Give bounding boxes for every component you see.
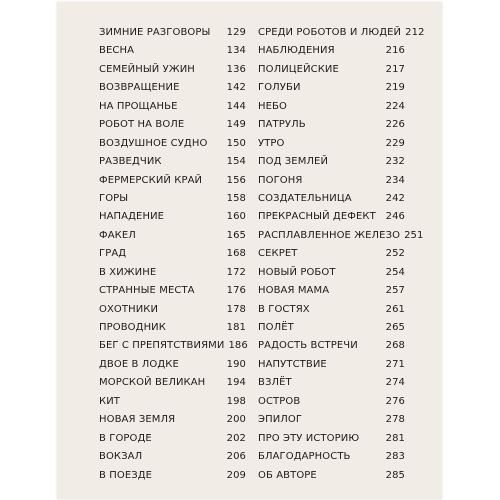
- toc-entry: [258, 156, 405, 174]
- toc-entry-page-number: 212: [405, 27, 425, 38]
- toc-entry: [99, 211, 246, 229]
- toc-entry-page-number: 142: [226, 82, 246, 94]
- toc-column-left: [99, 27, 246, 488]
- toc-entry: [258, 175, 405, 193]
- toc-entry-page-number: 156: [226, 174, 246, 186]
- toc-entry-page-number: 283: [385, 451, 405, 463]
- toc-entry-page-number: 198: [226, 395, 246, 407]
- toc-entry-title: ОХОТНИКИ: [99, 303, 159, 315]
- toc-entry-title: ПОЛИЦЕЙСКИЕ: [258, 63, 339, 75]
- toc-entry: [99, 64, 246, 82]
- toc-entry: [99, 156, 246, 174]
- toc-entry: [258, 119, 405, 137]
- toc-entry-title: ВОКЗАЛ: [99, 451, 143, 463]
- toc-entry-page-number: 246: [385, 211, 405, 223]
- toc-entry-page-number: 232: [385, 156, 405, 168]
- toc-entry-title: ПОЛЁТ: [258, 322, 294, 333]
- toc-entry-title: ПРОВОДНИК: [99, 322, 166, 333]
- toc-entry: [258, 267, 405, 285]
- toc-entry-title: ДВОЕ В ЛОДКЕ: [99, 358, 179, 370]
- toc-entry: [99, 175, 246, 193]
- toc-entry-page-number: 276: [385, 395, 405, 407]
- toc-entry: [99, 248, 246, 266]
- toc-entry: [258, 377, 405, 395]
- toc-entry-page-number: 257: [385, 285, 405, 297]
- toc-entry-title: ГРАД: [99, 248, 127, 260]
- toc-entry-title: ПАТРУЛЬ: [258, 119, 306, 131]
- toc-entry-page-number: 226: [385, 119, 405, 131]
- toc-entry-page-number: 144: [226, 100, 246, 112]
- toc-entry: [99, 45, 246, 63]
- toc-entry: [99, 267, 246, 285]
- toc-entry: [99, 138, 246, 156]
- toc-entry-title: БЛАГОДАРНОСТЬ: [258, 451, 351, 463]
- toc-entry-title: РАЗВЕДЧИК: [99, 156, 162, 168]
- toc-entry-title: СОЗДАТЕЛЬНИЦА: [258, 192, 352, 204]
- toc-entry: [258, 304, 405, 322]
- toc-entry-page-number: 216: [385, 45, 405, 57]
- toc-entry: [258, 138, 405, 156]
- toc-entry: [258, 27, 425, 45]
- toc-entry: [99, 82, 246, 100]
- toc-entry-page-number: 268: [385, 340, 405, 352]
- toc-entry: [99, 359, 246, 377]
- toc-entry-page-number: 217: [385, 63, 405, 75]
- toc-entry: [258, 359, 405, 377]
- toc-entry-page-number: 172: [226, 266, 246, 278]
- toc-entry: [99, 433, 246, 451]
- toc-entry: [99, 101, 246, 119]
- toc-entry-title: НОВАЯ МАМА: [258, 285, 330, 297]
- toc-entry-title: ЗИМНИЕ РАЗГОВОРЫ: [99, 27, 211, 38]
- toc-entry: [258, 433, 405, 451]
- toc-entry-page-number: 129: [226, 27, 246, 38]
- toc-entry-page-number: 234: [385, 174, 405, 186]
- toc-entry-title: ПРО ЭТУ ИСТОРИЮ: [258, 432, 360, 444]
- toc-entry: [258, 322, 405, 340]
- toc-entry: [258, 45, 405, 63]
- toc-entry-title: ГОРЫ: [99, 192, 129, 204]
- toc-entry: [99, 396, 246, 414]
- toc-entry-title: НАПУТСТВИЕ: [258, 358, 327, 370]
- toc-entry: [258, 470, 405, 488]
- toc-entry: [258, 101, 405, 119]
- toc-entry-title: В ПОЕЗДЕ: [99, 469, 153, 481]
- toc-entry-title: В ХИЖИНЕ: [99, 266, 157, 278]
- toc-entry-title: СЕМЕЙНЫЙ УЖИН: [99, 63, 195, 75]
- toc-entry: [99, 304, 246, 322]
- toc-entry: [258, 396, 405, 414]
- toc-entry-page-number: 168: [226, 248, 246, 260]
- toc-entry-title: МОРСКОЙ ВЕЛИКАН: [99, 377, 206, 389]
- toc-entry: [258, 340, 405, 358]
- toc-entry-page-number: 274: [385, 377, 405, 389]
- toc-entry: [99, 193, 246, 211]
- toc-entry-title: ГОЛУБИ: [258, 82, 301, 94]
- toc-entry-title: РАДОСТЬ ВСТРЕЧИ: [258, 340, 358, 352]
- toc-entry-page-number: 194: [226, 377, 246, 389]
- toc-entry-title: КИТ: [99, 395, 120, 407]
- toc-entry-title: В ГОРОДЕ: [99, 432, 152, 444]
- toc-entry-title: НЕБО: [258, 100, 287, 112]
- toc-entry-page-number: 265: [385, 322, 405, 333]
- toc-entry-title: ФЕРМЕРСКИЙ КРАЙ: [99, 174, 203, 186]
- toc-entry-page-number: 261: [385, 303, 405, 315]
- toc-entry: [99, 451, 246, 469]
- toc-column-right: [258, 27, 425, 488]
- toc-entry: [99, 230, 246, 248]
- toc-entry-title: ФАКЕЛ: [99, 229, 136, 241]
- toc-entry-title: ВОЗВРАЩЕНИЕ: [99, 82, 180, 94]
- toc-entry-page-number: 242: [385, 192, 405, 204]
- toc-entry-title: ВЕСНА: [99, 45, 135, 57]
- toc-entry-page-number: 186: [228, 340, 248, 352]
- toc-entry-page-number: 158: [226, 192, 246, 204]
- toc-entry-page-number: 252: [385, 248, 405, 260]
- toc-entry-page-number: 150: [226, 137, 246, 149]
- toc-entry-title: ОБ АВТОРЕ: [258, 469, 317, 481]
- toc-entry-page-number: 285: [385, 469, 405, 481]
- toc-entry-page-number: 181: [226, 322, 246, 333]
- toc-entry: [258, 211, 405, 229]
- toc-entry: [99, 340, 246, 358]
- toc-entry: [258, 248, 405, 266]
- toc-entry-page-number: 190: [226, 358, 246, 370]
- toc-entry-page-number: 271: [385, 358, 405, 370]
- toc-entry-page-number: 229: [385, 137, 405, 149]
- toc-entry-page-number: 154: [226, 156, 246, 168]
- toc-entry-title: ВОЗДУШНОЕ СУДНО: [99, 137, 208, 149]
- toc-entry-title: СРЕДИ РОБОТОВ И ЛЮДЕЙ: [258, 27, 402, 38]
- toc-entry-title: НОВАЯ ЗЕМЛЯ: [99, 414, 176, 426]
- toc-entry: [258, 414, 405, 432]
- toc-entry-title: НА ПРОЩАНЬЕ: [99, 100, 178, 112]
- toc-entry: [99, 377, 246, 395]
- toc-entry-page-number: 224: [385, 100, 405, 112]
- toc-entry-page-number: 160: [226, 211, 246, 223]
- toc-entry-title: УТРО: [258, 137, 285, 149]
- toc-entry-page-number: 136: [226, 63, 246, 75]
- toc-entry: [99, 285, 246, 303]
- toc-entry-title: РАСПЛАВЛЕННОЕ ЖЕЛЕЗО: [258, 229, 401, 241]
- toc-entry: [258, 285, 405, 303]
- toc-entry-title: ЭПИЛОГ: [258, 414, 303, 426]
- toc-entry-title: СТРАННЫЕ МЕСТА: [99, 285, 195, 297]
- toc-entry: [258, 451, 405, 469]
- toc-entry-page-number: 176: [226, 285, 246, 297]
- toc-entry-page-number: 251: [404, 229, 424, 241]
- toc-entry-title: ОСТРОВ: [258, 395, 301, 407]
- toc-entry-page-number: 209: [226, 469, 246, 481]
- toc-entry: [258, 82, 405, 100]
- toc-entry: [99, 27, 246, 45]
- toc-entry-title: БЕГ С ПРЕПЯТСТВИЯМИ: [99, 340, 225, 352]
- toc-entry: [258, 193, 405, 211]
- toc-entry-title: РОБОТ НА ВОЛЕ: [99, 119, 185, 131]
- toc-entry-page-number: 178: [226, 303, 246, 315]
- toc-entry-page-number: 149: [226, 119, 246, 131]
- toc-entry-page-number: 165: [226, 229, 246, 241]
- book-page: [57, 2, 442, 499]
- toc-entry-page-number: 206: [226, 451, 246, 463]
- toc-entry: [99, 119, 246, 137]
- toc-entry-page-number: 134: [226, 45, 246, 57]
- toc-entry-page-number: 219: [385, 82, 405, 94]
- toc-entry-title: НОВЫЙ РОБОТ: [258, 266, 336, 278]
- toc-entry-page-number: 202: [226, 432, 246, 444]
- toc-entry-title: СЕКРЕТ: [258, 248, 298, 260]
- toc-entry-title: НАБЛЮДЕНИЯ: [258, 45, 335, 57]
- toc-entry-title: В ГОСТЯХ: [258, 303, 310, 315]
- toc-entry-title: ПОД ЗЕМЛЕЙ: [258, 156, 329, 168]
- toc-entry: [99, 470, 246, 488]
- toc-entry-title: ПОГОНЯ: [258, 174, 303, 186]
- toc-entry: [99, 414, 246, 432]
- toc-entry-page-number: 278: [385, 414, 405, 426]
- toc-entry: [258, 64, 405, 82]
- toc-entry: [99, 322, 246, 340]
- toc-entry-title: ПРЕКРАСНЫЙ ДЕФЕКТ: [258, 211, 376, 223]
- toc-entry-page-number: 254: [385, 266, 405, 278]
- toc-entry-page-number: 200: [226, 414, 246, 426]
- toc-entry-title: НАПАДЕНИЕ: [99, 211, 165, 223]
- toc-entry-page-number: 281: [385, 432, 405, 444]
- toc-entry-title: ВЗЛЁТ: [258, 377, 292, 389]
- toc-entry: [258, 229, 424, 248]
